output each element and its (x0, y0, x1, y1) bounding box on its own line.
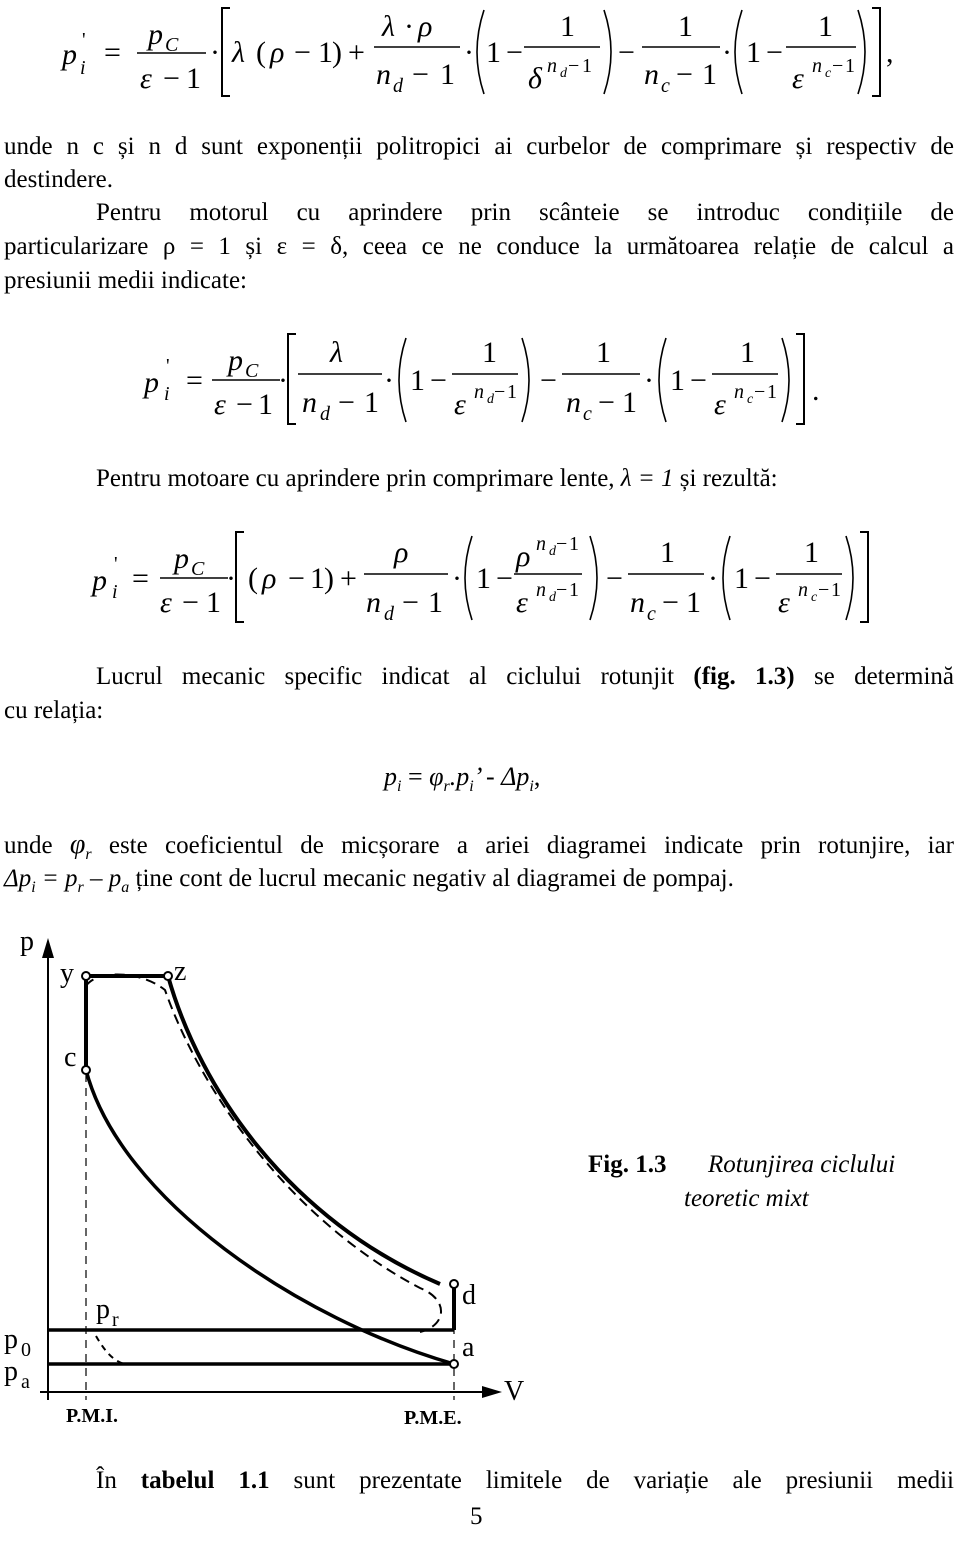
paragraph-4-line-2: cu relația: (4, 697, 104, 724)
label-pa-sub: a (21, 1371, 30, 1393)
eq2-eps3: ε (714, 388, 726, 421)
eq3-paren-l2 (723, 536, 730, 620)
eq1-exp-one: 1 (582, 55, 592, 77)
eq2-prime: ' (166, 355, 170, 377)
eq3-dot2: · (452, 562, 462, 595)
eq3-exp2-one: 1 (569, 579, 579, 601)
eq3-nc: n (630, 586, 645, 619)
eq2-dot: · (278, 364, 288, 397)
eq2-exp-d: d (487, 392, 494, 407)
eq3-one6: 1 (686, 586, 701, 619)
eq3-prime: ' (114, 553, 118, 575)
eq3-pc-sub: C (191, 558, 205, 580)
paragraph-5-sub-r2: r (77, 879, 84, 896)
eq1-eps2: ε (792, 62, 804, 95)
eq1-minus5: − (618, 36, 635, 69)
eq4-minus: ’ - (473, 762, 502, 791)
eq4-p: p (384, 762, 397, 791)
paragraph-3-after: și rezultă: (673, 465, 778, 492)
eq1-delta: δ (528, 62, 542, 95)
eq2-period: . (812, 374, 820, 407)
eq1-big-paren-l2 (735, 10, 742, 94)
paragraph-5-delta: Δ (4, 865, 19, 892)
eq1-exp-minus: − (568, 55, 580, 77)
eq2-equals: = (186, 364, 203, 397)
eq1-exp-d: d (560, 66, 567, 81)
eq3-open-paren: ( (248, 562, 258, 595)
eq3-exp2-d: d (549, 590, 556, 605)
eq2-one8: 1 (740, 336, 755, 369)
paragraph-5-a: unde (4, 832, 70, 859)
paragraph-5-b: este coeficientul de micșorare a ariei diagramei indicate prin rotunjire, iar (91, 832, 954, 859)
eq2-p: p (144, 366, 159, 399)
eq3-plus: + (340, 562, 357, 595)
paragraph-5-pa: – p (83, 865, 122, 892)
eq3-eps2: ε (516, 586, 528, 619)
eq1-one7: 1 (702, 58, 717, 91)
eq1-close-paren: ) (332, 36, 342, 69)
eq1-rho2: ρ (418, 10, 433, 43)
eq4-comma: , (533, 762, 541, 791)
eq2-minus: − (236, 388, 253, 421)
eq1-one4: 1 (486, 36, 501, 69)
paragraph-1-line-1: unde n c și n d sunt exponenții politropici ai curbelor de comprimare și respectiv de (4, 133, 954, 160)
eq2-one3: 1 (410, 364, 425, 397)
eq3-exp3-one: 1 (831, 579, 841, 601)
paragraph-4-line-1 (96, 660, 954, 694)
eq2-nc-sub: c (583, 403, 592, 425)
paragraph-5-pr: = p (35, 865, 78, 892)
eq3-minus3: − (402, 586, 419, 619)
eq4-sub-r: r (443, 778, 450, 796)
eq4-sub-i: i (397, 778, 402, 796)
eq1-one8: 1 (746, 36, 761, 69)
eq1-pc: p (148, 18, 163, 51)
eq4-sub-i2: i (469, 778, 474, 796)
eq3-p-sub: i (112, 581, 118, 603)
eq4-equals: = (401, 762, 430, 791)
rounded-cycle-dashed (86, 974, 441, 1332)
eq2-one: 1 (258, 388, 273, 421)
eq1-minus3: − (412, 58, 429, 91)
eq1-right-bracket (872, 8, 880, 96)
paragraph-6-pre: În (96, 1467, 141, 1494)
eq3-exp-d: d (549, 544, 556, 559)
label-p0-sub: 0 (21, 1339, 31, 1361)
paragraph-5-sub-i: i (31, 879, 36, 896)
eq3-one7: 1 (734, 562, 749, 595)
eq2-dot2: · (384, 364, 394, 397)
eq3-paren-l1 (465, 536, 472, 620)
eq2-dot3: · (644, 364, 654, 397)
eq3-exp-minus: − (556, 533, 568, 555)
eq3-minus4: − (496, 562, 513, 595)
eq1-one6: 1 (678, 10, 693, 43)
eq1-p: p (62, 38, 77, 71)
eq3-exp3-c: c (811, 590, 818, 605)
eq3-paren-r1 (590, 536, 597, 620)
eq2-paren-r1 (522, 338, 529, 422)
point-y (82, 972, 90, 980)
paragraph-6-post: sunt prezentate limitele de variație ale presiunii medii (269, 1467, 955, 1494)
eq1-dot4: · (722, 36, 732, 69)
eq1-rho: ρ (270, 36, 285, 69)
eq2-n-sub: d (320, 403, 330, 425)
eq1-exp2-c: c (825, 66, 832, 81)
label-pmi: P.M.I. (66, 1405, 119, 1427)
eq3-nc-sub: c (647, 603, 656, 625)
eq2-exp2-n: n (734, 381, 744, 403)
eq2-minus3: − (430, 364, 447, 397)
paragraph-2-line-3: presiunii medii indicate: (4, 267, 247, 294)
eq1-n: n (376, 58, 391, 91)
label-pr-sub: r (112, 1309, 119, 1331)
eq2-n: n (302, 386, 317, 419)
v-axis-arrow (482, 1386, 502, 1398)
eq1-lambda: λ (232, 36, 245, 69)
eq1-equals: = (104, 36, 121, 69)
eq1-minus: − (163, 62, 180, 95)
label-pr: p (96, 1294, 110, 1325)
eq3-exp3-n: n (798, 579, 808, 601)
eq1-open-paren: ( (256, 36, 266, 69)
eq4-sub-i3: i (529, 778, 534, 796)
eq2-paren-l2 (659, 338, 666, 422)
paragraph-4-a: Lucrul mecanic specific indicat al ciclului rotunjit (96, 663, 694, 690)
paragraph-5-sub-a: a (121, 879, 130, 896)
eq2-one5: 1 (596, 336, 611, 369)
paragraph-1-line-2: destindere. (4, 166, 113, 193)
eq2-eps: ε (214, 388, 226, 421)
eq2-minus6: − (690, 364, 707, 397)
eq3-one: 1 (206, 586, 221, 619)
eq1-lambda2: λ (382, 10, 395, 43)
eq1-exp-n: n (547, 55, 557, 77)
eq1-nc: n (644, 58, 659, 91)
p-axis-arrow (42, 938, 54, 958)
eq3-eps: ε (160, 586, 172, 619)
eq1-big-paren-l1 (477, 10, 484, 94)
eq1-one9: 1 (818, 10, 833, 43)
eq1-one: 1 (186, 62, 201, 95)
label-c: c (64, 1042, 77, 1073)
eq2-exp2-one: 1 (767, 381, 777, 403)
eq2-exp-n: n (474, 381, 484, 403)
eq3-exp2-minus: − (556, 579, 568, 601)
eq1-nc-sub: c (661, 75, 670, 97)
eq1-dot3: · (464, 36, 474, 69)
eq2-pc-sub: C (245, 360, 259, 382)
eq2-one7: 1 (670, 364, 685, 397)
eq3-equals: = (132, 562, 149, 595)
eq3-rho3: ρ (516, 540, 531, 573)
eq3-pc: p (174, 542, 189, 575)
eq1-exp2-n: n (812, 55, 822, 77)
eq1-left-bracket (222, 8, 230, 96)
point-z (164, 972, 172, 980)
eq4-p2: p (516, 762, 530, 791)
eq2-paren-l1 (399, 338, 406, 422)
label-p: p (20, 926, 34, 957)
eq2-minus4: − (540, 364, 557, 397)
eq1-dot: · (210, 36, 220, 69)
equation-1 (0, 0, 960, 130)
eq1-dot2: · (404, 10, 414, 43)
equation-4 (384, 760, 540, 804)
eq2-exp-one: 1 (507, 381, 517, 403)
eq2-one2: 1 (364, 386, 379, 419)
eq4-pi: .p (449, 762, 470, 791)
compression-curve (86, 1070, 454, 1364)
eq2-exp-minus: − (494, 381, 506, 403)
paragraph-2-line-1: Pentru motorul cu aprindere prin scânteie se introduc condițiile de (96, 199, 954, 226)
eq3-exp2-n: n (536, 579, 546, 601)
label-d: d (462, 1280, 476, 1311)
eq2-eps2: ε (454, 388, 466, 421)
eq1-big-paren-r1 (604, 10, 611, 94)
expansion-curve (168, 976, 440, 1284)
eq1-minus6: − (676, 58, 693, 91)
eq3-p: p (92, 564, 107, 597)
paragraph-3 (96, 462, 778, 496)
eq1-minus2: − (294, 36, 311, 69)
eq1-plus: + (348, 36, 365, 69)
eq2-minus2: − (338, 386, 355, 419)
paragraph-5-p: p (18, 865, 32, 892)
eq2-left-bracket (288, 334, 296, 424)
paragraph-2-line-2: particularizare ρ = 1 și ε = δ, ceea ce ne conduce la următoarea relație de calcul a (4, 233, 954, 260)
figure-1-3 (4, 926, 895, 1429)
label-y: y (60, 958, 74, 989)
eq1-p-sub: i (80, 57, 86, 79)
label-a: a (462, 1332, 475, 1363)
eq1-eps: ε (140, 62, 152, 95)
caption-line-1: Rotunjirea ciclului (708, 1151, 896, 1178)
eq3-rho2: ρ (394, 536, 409, 569)
paragraph-6 (96, 1464, 954, 1498)
caption-fig-number: Fig. 1.3 (588, 1151, 667, 1178)
eq1-exp2-one: 1 (845, 55, 855, 77)
eq3-exp3-minus: − (818, 579, 830, 601)
eq1-pc-sub: C (165, 34, 179, 56)
eq1-one3: 1 (440, 58, 455, 91)
label-pa: p (4, 1356, 18, 1387)
point-c (82, 1066, 90, 1074)
eq3-n-sub: d (384, 603, 394, 625)
eq2-pc: p (228, 344, 243, 377)
eq2-exp2-c: c (747, 392, 754, 407)
eq1-big-paren-r2 (858, 10, 865, 94)
eq2-nc: n (566, 386, 581, 419)
paragraph-6-table-ref: tabelul 1.1 (140, 1467, 270, 1494)
eq2-paren-r2 (782, 338, 789, 422)
eq3-exp-n: n (536, 533, 546, 555)
paragraph-5-sub-r: r (85, 846, 92, 863)
caption-line-2: teoretic mixt (684, 1185, 809, 1212)
eq2-exp2-minus: − (754, 381, 766, 403)
point-a (450, 1360, 458, 1368)
page-number: 5 (470, 1503, 483, 1530)
eq3-eps3: ε (778, 586, 790, 619)
eq3-n: n (366, 586, 381, 619)
eq1-prime: ' (82, 29, 86, 51)
eq4-phi: φ (429, 762, 444, 791)
label-p0: p (4, 1324, 18, 1355)
eq1-minus4: − (506, 36, 523, 69)
eq3-right-bracket (860, 532, 868, 622)
eq1-one5: 1 (560, 10, 575, 43)
paragraph-4-figref: (fig. 1.3) (693, 663, 795, 690)
eq3-close-paren: ) (324, 562, 334, 595)
eq3-minus: − (182, 586, 199, 619)
eq1-comma: , (886, 36, 894, 69)
paragraph-3-lambda: λ = 1 (620, 465, 674, 492)
eq1-exp2-minus: − (832, 55, 844, 77)
paragraph-5-line-2 (4, 862, 954, 905)
eq3-minus6: − (662, 586, 679, 619)
eq2-minus5: − (598, 386, 615, 419)
label-v: V (504, 1376, 525, 1407)
eq3-exp-one: 1 (569, 533, 579, 555)
eq3-dot3: · (708, 562, 718, 595)
eq1-n-sub-d: d (393, 75, 403, 97)
eq3-minus2: − (288, 562, 305, 595)
eq2-right-bracket (796, 334, 804, 424)
eq2-lambda: λ (330, 336, 343, 369)
rounded-cycle-dashed-2 (96, 1336, 124, 1364)
eq3-left-bracket (236, 532, 244, 622)
label-z: z (174, 956, 187, 987)
point-d (450, 1280, 458, 1288)
eq3-dot: · (226, 562, 236, 595)
eq3-one4: 1 (476, 562, 491, 595)
eq3-minus5: − (606, 562, 623, 595)
eq2-one6: 1 (622, 386, 637, 419)
eq2-p-sub: i (164, 383, 170, 405)
eq3-one3: 1 (428, 586, 443, 619)
eq1-minus7: − (766, 36, 783, 69)
eq3-minus7: − (754, 562, 771, 595)
paragraph-3-before: Pentru motoare cu aprindere prin comprimare lente, (96, 465, 621, 492)
eq3-one5: 1 (660, 536, 675, 569)
eq3-one2: 1 (310, 562, 325, 595)
eq3-one8: 1 (804, 536, 819, 569)
eq3-rho: ρ (262, 562, 277, 595)
paragraph-4-c: se determină (794, 663, 955, 690)
eq3-paren-r2 (846, 536, 853, 620)
paragraph-5-phi: φ (69, 829, 86, 860)
eq2-one4: 1 (482, 336, 497, 369)
label-pme: P.M.E. (404, 1407, 462, 1429)
paragraph-5-d: ține cont de lucrul mecanic negativ al diagramei de pompaj. (129, 865, 734, 892)
eq1-one2: 1 (318, 36, 333, 69)
eq4-delta: Δ (501, 762, 517, 791)
